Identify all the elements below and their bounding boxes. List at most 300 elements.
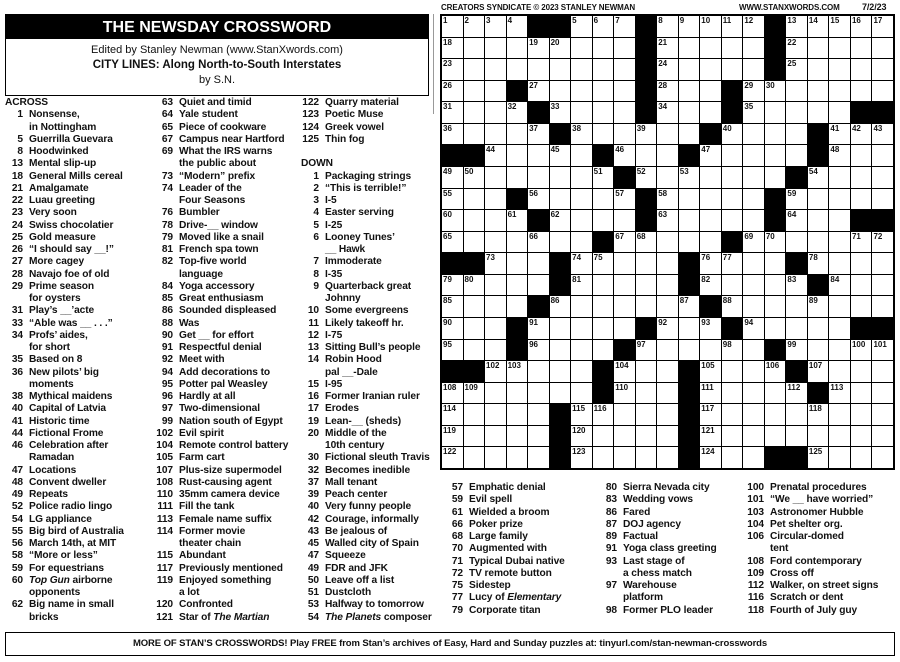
grid-cell[interactable]	[550, 167, 571, 188]
grid-cell[interactable]	[636, 361, 657, 382]
grid-cell[interactable]	[485, 383, 506, 404]
across-clue[interactable]	[150, 183, 298, 208]
grid-cell[interactable]	[593, 81, 614, 102]
across-clue[interactable]	[150, 354, 298, 366]
grid-cell[interactable]	[743, 59, 764, 80]
grid-cell[interactable]	[765, 102, 786, 123]
across-clue[interactable]	[150, 232, 298, 244]
grid-cell[interactable]	[485, 102, 506, 123]
across-clue[interactable]	[150, 171, 298, 183]
grid-cell[interactable]	[614, 102, 635, 123]
across-clue[interactable]	[0, 330, 150, 355]
grid-cell[interactable]	[614, 426, 635, 447]
grid-cell[interactable]	[528, 275, 549, 296]
grid-cell[interactable]	[614, 383, 635, 404]
down-clue[interactable]	[594, 531, 742, 543]
across-clue[interactable]	[0, 109, 150, 134]
down-clue[interactable]	[296, 563, 436, 575]
grid-cell[interactable]	[657, 59, 678, 80]
grid-cell[interactable]	[808, 189, 829, 210]
grid-cell[interactable]	[657, 340, 678, 361]
grid-cell[interactable]	[765, 275, 786, 296]
grid-cell[interactable]	[786, 38, 807, 59]
grid-cell[interactable]	[765, 318, 786, 339]
grid-cell[interactable]	[464, 404, 485, 425]
down-clue[interactable]	[594, 482, 742, 494]
grid-cell[interactable]	[636, 167, 657, 188]
grid-cell[interactable]	[700, 275, 721, 296]
grid-cell[interactable]	[593, 340, 614, 361]
down-clue[interactable]	[296, 575, 436, 587]
grid-cell[interactable]	[442, 16, 463, 37]
grid-cell[interactable]	[442, 296, 463, 317]
down-clue[interactable]	[296, 232, 436, 257]
grid-cell[interactable]	[657, 102, 678, 123]
grid-cell[interactable]	[722, 296, 743, 317]
down-clue[interactable]	[594, 519, 742, 531]
grid-cell[interactable]	[442, 189, 463, 210]
down-clue[interactable]	[741, 556, 900, 568]
grid-cell[interactable]	[743, 189, 764, 210]
grid-cell[interactable]	[808, 340, 829, 361]
grid-cell[interactable]	[765, 232, 786, 253]
down-clue[interactable]	[440, 507, 595, 519]
down-clue[interactable]	[594, 494, 742, 506]
across-clue[interactable]	[150, 207, 298, 219]
grid-cell[interactable]	[528, 167, 549, 188]
grid-cell[interactable]	[722, 253, 743, 274]
grid-cell[interactable]	[614, 275, 635, 296]
grid-cell[interactable]	[872, 426, 893, 447]
across-clue[interactable]	[150, 109, 298, 121]
grid-cell[interactable]	[700, 232, 721, 253]
grid-cell[interactable]	[636, 124, 657, 145]
grid-cell[interactable]	[614, 253, 635, 274]
grid-cell[interactable]	[657, 16, 678, 37]
grid-cell[interactable]	[442, 210, 463, 231]
grid-cell[interactable]	[614, 145, 635, 166]
grid-cell[interactable]	[786, 296, 807, 317]
grid-cell[interactable]	[829, 340, 850, 361]
across-clue[interactable]	[0, 134, 150, 146]
across-clue[interactable]	[0, 146, 150, 158]
grid-cell[interactable]	[743, 124, 764, 145]
grid-cell[interactable]	[743, 167, 764, 188]
grid-cell[interactable]	[571, 404, 592, 425]
grid-cell[interactable]	[851, 296, 872, 317]
across-clue[interactable]	[150, 122, 298, 134]
down-clue[interactable]	[296, 391, 436, 403]
grid-cell[interactable]	[872, 275, 893, 296]
grid-cell[interactable]	[485, 16, 506, 37]
grid-cell[interactable]	[614, 59, 635, 80]
across-clue[interactable]	[150, 256, 298, 281]
grid-cell[interactable]	[743, 16, 764, 37]
grid-cell[interactable]	[786, 124, 807, 145]
grid-cell[interactable]	[636, 404, 657, 425]
grid-cell[interactable]	[808, 167, 829, 188]
grid-cell[interactable]	[593, 318, 614, 339]
grid-cell[interactable]	[550, 361, 571, 382]
down-clue[interactable]	[440, 605, 595, 617]
grid-cell[interactable]	[743, 38, 764, 59]
across-clue[interactable]	[150, 452, 298, 464]
grid-cell[interactable]	[614, 361, 635, 382]
grid-cell[interactable]	[872, 38, 893, 59]
across-clue[interactable]	[0, 428, 150, 440]
grid-cell[interactable]	[550, 296, 571, 317]
grid-cell[interactable]	[657, 361, 678, 382]
down-clue[interactable]	[440, 519, 595, 531]
grid-cell[interactable]	[485, 426, 506, 447]
grid-cell[interactable]	[657, 189, 678, 210]
grid-cell[interactable]	[657, 167, 678, 188]
grid-cell[interactable]	[829, 404, 850, 425]
grid-cell[interactable]	[464, 232, 485, 253]
grid-cell[interactable]	[679, 189, 700, 210]
grid-cell[interactable]	[872, 404, 893, 425]
grid-cell[interactable]	[700, 167, 721, 188]
grid-cell[interactable]	[528, 426, 549, 447]
grid-cell[interactable]	[808, 38, 829, 59]
grid-cell[interactable]	[765, 167, 786, 188]
grid-cell[interactable]	[743, 102, 764, 123]
across-clue[interactable]	[0, 489, 150, 501]
down-clue[interactable]	[741, 531, 900, 556]
grid-cell[interactable]	[485, 361, 506, 382]
down-clue[interactable]	[296, 171, 436, 183]
grid-cell[interactable]	[571, 189, 592, 210]
grid-cell[interactable]	[464, 340, 485, 361]
grid-cell[interactable]	[786, 81, 807, 102]
grid-cell[interactable]	[722, 189, 743, 210]
grid-cell[interactable]	[614, 296, 635, 317]
grid-cell[interactable]	[507, 102, 528, 123]
grid-cell[interactable]	[485, 253, 506, 274]
down-clue[interactable]	[296, 428, 436, 453]
grid-cell[interactable]	[851, 232, 872, 253]
grid-cell[interactable]	[679, 38, 700, 59]
grid-cell[interactable]	[657, 296, 678, 317]
grid-cell[interactable]	[872, 253, 893, 274]
grid-cell[interactable]	[679, 81, 700, 102]
grid-cell[interactable]	[485, 232, 506, 253]
grid-cell[interactable]	[657, 232, 678, 253]
grid-cell[interactable]	[636, 275, 657, 296]
grid-cell[interactable]	[485, 167, 506, 188]
grid-cell[interactable]	[442, 426, 463, 447]
across-clue[interactable]	[0, 391, 150, 403]
grid-cell[interactable]	[571, 232, 592, 253]
across-clue[interactable]	[150, 477, 298, 489]
grid-cell[interactable]	[829, 59, 850, 80]
grid-cell[interactable]	[743, 210, 764, 231]
grid-cell[interactable]	[464, 275, 485, 296]
grid-cell[interactable]	[593, 447, 614, 468]
grid-cell[interactable]	[464, 426, 485, 447]
grid-cell[interactable]	[657, 275, 678, 296]
across-clue[interactable]	[150, 489, 298, 501]
across-clue[interactable]	[150, 526, 298, 551]
down-clue[interactable]	[296, 599, 436, 611]
grid-cell[interactable]	[808, 296, 829, 317]
down-clue[interactable]	[440, 592, 595, 604]
grid-cell[interactable]	[485, 340, 506, 361]
across-clue[interactable]	[0, 244, 150, 256]
grid-cell[interactable]	[442, 59, 463, 80]
grid-cell[interactable]	[464, 447, 485, 468]
grid-cell[interactable]	[593, 167, 614, 188]
grid-cell[interactable]	[507, 145, 528, 166]
grid-cell[interactable]	[786, 16, 807, 37]
across-clue[interactable]	[150, 465, 298, 477]
grid-cell[interactable]	[722, 124, 743, 145]
grid-cell[interactable]	[679, 16, 700, 37]
grid-cell[interactable]	[464, 124, 485, 145]
grid-cell[interactable]	[765, 426, 786, 447]
grid-cell[interactable]	[528, 404, 549, 425]
grid-cell[interactable]	[571, 167, 592, 188]
grid-cell[interactable]	[722, 361, 743, 382]
grid-cell[interactable]	[507, 38, 528, 59]
across-clue[interactable]	[150, 318, 298, 330]
grid-cell[interactable]	[528, 253, 549, 274]
across-clue[interactable]	[150, 428, 298, 440]
grid-cell[interactable]	[550, 38, 571, 59]
across-clue[interactable]	[0, 367, 150, 392]
across-clue[interactable]	[0, 440, 150, 465]
grid-cell[interactable]	[872, 361, 893, 382]
down-clue[interactable]	[296, 501, 436, 513]
grid-cell[interactable]	[722, 275, 743, 296]
grid-cell[interactable]	[743, 426, 764, 447]
grid-cell[interactable]	[571, 340, 592, 361]
grid-cell[interactable]	[679, 210, 700, 231]
grid-cell[interactable]	[593, 404, 614, 425]
grid-cell[interactable]	[507, 404, 528, 425]
grid-cell[interactable]	[442, 447, 463, 468]
grid-cell[interactable]	[851, 16, 872, 37]
grid-cell[interactable]	[464, 189, 485, 210]
grid-cell[interactable]	[743, 296, 764, 317]
across-clue[interactable]	[0, 354, 150, 366]
down-clue[interactable]	[296, 465, 436, 477]
grid-cell[interactable]	[571, 16, 592, 37]
grid-cell[interactable]	[700, 38, 721, 59]
across-clue[interactable]	[0, 305, 150, 317]
down-clue[interactable]	[741, 482, 900, 494]
down-clue[interactable]	[741, 592, 900, 604]
grid-cell[interactable]	[507, 253, 528, 274]
grid-cell[interactable]	[829, 210, 850, 231]
grid-cell[interactable]	[743, 361, 764, 382]
down-clue[interactable]	[296, 281, 436, 306]
grid-cell[interactable]	[808, 318, 829, 339]
grid-cell[interactable]	[786, 145, 807, 166]
grid-cell[interactable]	[851, 38, 872, 59]
grid-cell[interactable]	[593, 16, 614, 37]
down-clue[interactable]	[440, 556, 595, 568]
grid-cell[interactable]	[700, 253, 721, 274]
down-clue[interactable]	[296, 354, 436, 379]
grid-cell[interactable]	[550, 340, 571, 361]
grid-cell[interactable]	[464, 167, 485, 188]
grid-cell[interactable]	[808, 426, 829, 447]
grid-cell[interactable]	[442, 124, 463, 145]
across-clue[interactable]	[150, 293, 298, 305]
grid-cell[interactable]	[571, 210, 592, 231]
grid-cell[interactable]	[614, 232, 635, 253]
across-clue[interactable]	[150, 575, 298, 600]
grid-cell[interactable]	[679, 318, 700, 339]
down-clue[interactable]	[296, 538, 436, 550]
down-clue[interactable]	[296, 526, 436, 538]
across-clue[interactable]	[296, 97, 436, 109]
across-clue[interactable]	[0, 465, 150, 477]
grid-cell[interactable]	[700, 318, 721, 339]
down-clue[interactable]	[741, 605, 900, 617]
grid-cell[interactable]	[485, 404, 506, 425]
grid-cell[interactable]	[507, 275, 528, 296]
grid-cell[interactable]	[808, 232, 829, 253]
grid-cell[interactable]	[614, 124, 635, 145]
grid-cell[interactable]	[550, 102, 571, 123]
down-clue[interactable]	[440, 531, 595, 543]
grid-cell[interactable]	[614, 318, 635, 339]
grid-cell[interactable]	[550, 318, 571, 339]
grid-cell[interactable]	[722, 167, 743, 188]
grid-cell[interactable]	[657, 447, 678, 468]
grid-cell[interactable]	[657, 318, 678, 339]
across-clue[interactable]	[150, 440, 298, 452]
grid-cell[interactable]	[872, 167, 893, 188]
grid-cell[interactable]	[829, 426, 850, 447]
across-clue[interactable]	[150, 391, 298, 403]
grid-cell[interactable]	[700, 145, 721, 166]
grid-cell[interactable]	[593, 124, 614, 145]
grid-cell[interactable]	[829, 124, 850, 145]
grid-cell[interactable]	[528, 340, 549, 361]
grid-cell[interactable]	[571, 102, 592, 123]
across-clue[interactable]	[150, 379, 298, 391]
down-clue[interactable]	[440, 580, 595, 592]
grid-cell[interactable]	[851, 275, 872, 296]
across-clue[interactable]	[150, 281, 298, 293]
grid-cell[interactable]	[743, 318, 764, 339]
across-clue[interactable]	[0, 318, 150, 330]
grid-cell[interactable]	[808, 253, 829, 274]
grid-cell[interactable]	[507, 296, 528, 317]
grid-cell[interactable]	[464, 81, 485, 102]
grid-cell[interactable]	[636, 253, 657, 274]
across-clue[interactable]	[296, 122, 436, 134]
across-clue[interactable]	[150, 244, 298, 256]
grid-cell[interactable]	[872, 232, 893, 253]
across-clue[interactable]	[0, 563, 150, 575]
across-clue[interactable]	[0, 195, 150, 207]
grid-cell[interactable]	[872, 59, 893, 80]
grid-cell[interactable]	[700, 16, 721, 37]
grid-cell[interactable]	[614, 81, 635, 102]
across-clue[interactable]	[150, 403, 298, 415]
grid-cell[interactable]	[829, 102, 850, 123]
down-clue[interactable]	[296, 256, 436, 268]
across-clue[interactable]	[0, 269, 150, 281]
grid-cell[interactable]	[743, 383, 764, 404]
grid-cell[interactable]	[851, 404, 872, 425]
grid-cell[interactable]	[657, 145, 678, 166]
down-clue[interactable]	[296, 183, 436, 195]
grid-cell[interactable]	[743, 447, 764, 468]
grid-cell[interactable]	[442, 404, 463, 425]
grid-cell[interactable]	[786, 210, 807, 231]
grid-cell[interactable]	[872, 189, 893, 210]
grid-cell[interactable]	[657, 404, 678, 425]
grid-cell[interactable]	[700, 404, 721, 425]
across-clue[interactable]	[150, 416, 298, 428]
down-clue[interactable]	[296, 305, 436, 317]
grid-cell[interactable]	[442, 38, 463, 59]
grid-cell[interactable]	[679, 232, 700, 253]
down-clue[interactable]	[741, 507, 900, 519]
grid-cell[interactable]	[829, 361, 850, 382]
grid-cell[interactable]	[872, 81, 893, 102]
grid-cell[interactable]	[700, 447, 721, 468]
grid-cell[interactable]	[485, 59, 506, 80]
grid-cell[interactable]	[614, 189, 635, 210]
grid-cell[interactable]	[679, 124, 700, 145]
across-clue[interactable]	[0, 207, 150, 219]
grid-cell[interactable]	[722, 447, 743, 468]
grid-cell[interactable]	[786, 102, 807, 123]
grid-cell[interactable]	[528, 447, 549, 468]
grid-cell[interactable]	[550, 383, 571, 404]
across-clue[interactable]	[0, 220, 150, 232]
grid-cell[interactable]	[528, 124, 549, 145]
grid-cell[interactable]	[786, 189, 807, 210]
down-clue[interactable]	[296, 452, 436, 464]
grid-cell[interactable]	[679, 102, 700, 123]
grid-cell[interactable]	[571, 447, 592, 468]
grid-cell[interactable]	[743, 232, 764, 253]
grid-cell[interactable]	[485, 210, 506, 231]
down-clue[interactable]	[296, 342, 436, 354]
grid-cell[interactable]	[829, 38, 850, 59]
grid-cell[interactable]	[808, 210, 829, 231]
grid-cell[interactable]	[442, 81, 463, 102]
across-clue[interactable]	[0, 477, 150, 489]
grid-cell[interactable]	[851, 253, 872, 274]
grid-cell[interactable]	[851, 383, 872, 404]
grid-cell[interactable]	[722, 210, 743, 231]
grid-cell[interactable]	[679, 167, 700, 188]
grid-cell[interactable]	[528, 318, 549, 339]
grid-cell[interactable]	[528, 59, 549, 80]
grid-cell[interactable]	[700, 102, 721, 123]
grid-cell[interactable]	[442, 340, 463, 361]
grid-cell[interactable]	[636, 232, 657, 253]
grid-cell[interactable]	[550, 145, 571, 166]
grid-cell[interactable]	[679, 296, 700, 317]
grid-cell[interactable]	[507, 59, 528, 80]
grid-cell[interactable]	[593, 210, 614, 231]
grid-cell[interactable]	[722, 404, 743, 425]
grid-cell[interactable]	[872, 447, 893, 468]
grid-cell[interactable]	[464, 16, 485, 37]
grid-cell[interactable]	[700, 189, 721, 210]
grid-cell[interactable]	[571, 383, 592, 404]
grid-cell[interactable]	[851, 189, 872, 210]
